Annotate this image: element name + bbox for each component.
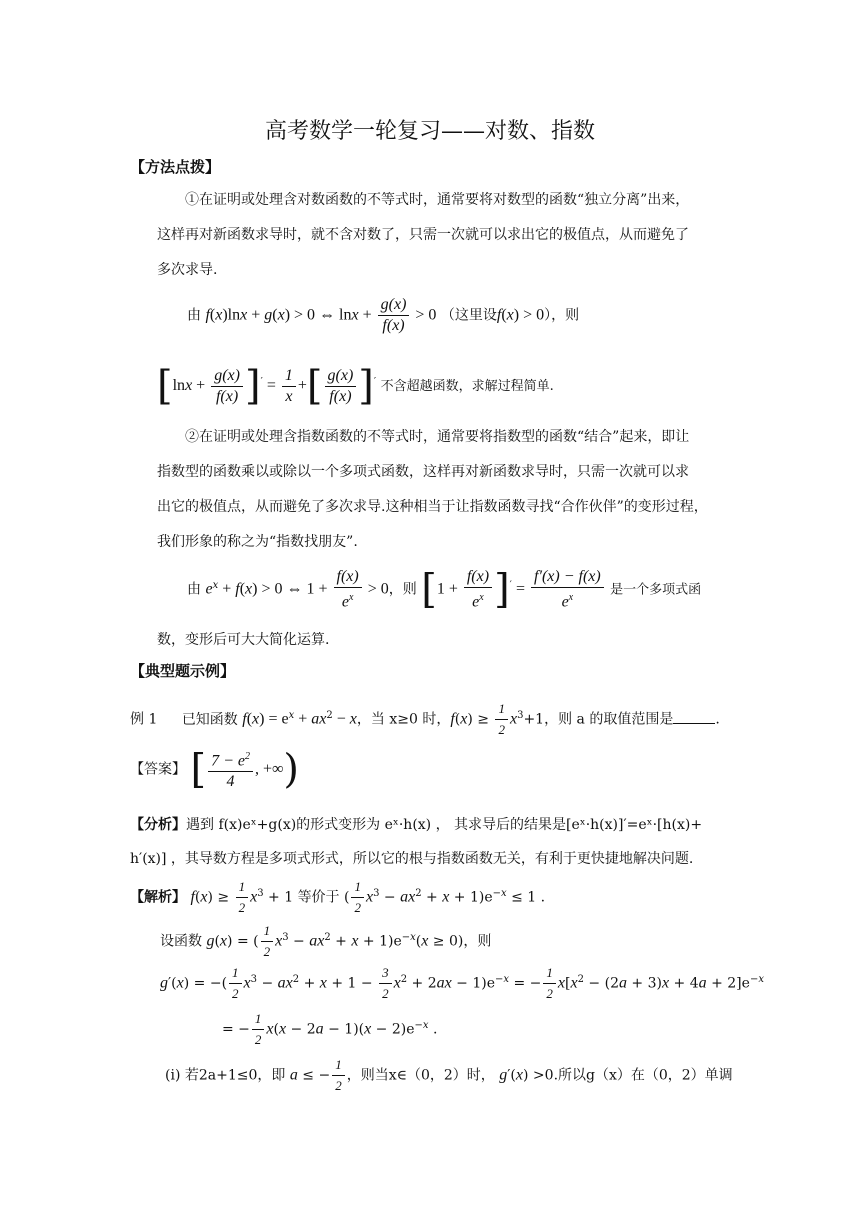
example1-label: 例 1 [130, 711, 158, 728]
case1-c: 0.所以g（x）在（0，2）单调 [544, 1067, 733, 1084]
solution-case1: (i) 若2a+1≤0，即 a ≤ − $\frac{1}{2}$ ，则当x∈（0，2）时， g′(x) >0.所以g（x）在（0，2）单调 [165, 1057, 733, 1093]
example1-answer: 【答案】 [ $\frac{7 - e^2}{4}$ , +∞) [130, 746, 300, 793]
example1-text1: 已知函数 [181, 711, 238, 728]
formula-exp-friend: 由 $e^x + f(x) > 0$ ⇔ 1 + $\frac{f(x)}{e^x}$ > 0，则 [1 + $\frac{f(x)}{e^x}$ ]′ = $\frac{f'(x) - f(x)}{e^x}$ 是一个多项式函 [187, 566, 702, 613]
formula-log-separation: 由 f(x)lnx + g(x) > 0 ⇔ lnx + $\frac{g(x)}{f(x)}$ > 0 （这里设f(x) > 0），则 [187, 296, 580, 334]
solution-set: 设函数 [160, 933, 202, 950]
solution-equiv: 等价于 [297, 889, 340, 906]
solution-then: ，则 [463, 933, 492, 950]
formula3-suffix: 是一个多项式函 [610, 582, 702, 598]
formula1-note: （这里设 [440, 307, 497, 324]
method-p2-line1: ②在证明或处理含指数函数的不等式时，通常要将指数型的函数“结合”起来，即让 [185, 429, 690, 445]
formula-log-derivative: [lnx + $\frac{g(x)}{f(x)}$ ]′ = $\frac{1}{x}$ +[ $\frac{g(x)}{f(x)}$ ]′ 不含超越函数，求解过程简单. [157, 363, 554, 409]
analysis-text1: 遇到 f(x)eˣ+g(x)的形式变形为 eˣ·h(x) ， 其求导后的结果是[eˣ·h(x)]′=eˣ·[h(x)+ [186, 817, 703, 833]
method-p2-line2: 指数型的函数乘以或除以一个多项式函数，这样再对新函数求导时，只需一次就可以求 [157, 464, 689, 480]
solution-derivative-line1: g′(x) = −( $\frac{1}{2}$ $x^3 - ax^2 + x + 1$ − $\frac{3}{2}$ $x^2 + 2ax - 1)e^{-x}$ = − $\frac{1}{2}$ $x[x^2 - (2a + 3)x + 4a + 2]e^{-x}$ [160, 965, 764, 1001]
method-p1-line2: 这样再对新函数求导时，就不含对数了，只需一次就可以求出它的极值点，从而避免了 [157, 227, 689, 243]
formula1-note2: ），则 [544, 307, 580, 324]
formula1-prefix: 由 [187, 307, 201, 324]
analysis-line2: h′(x)] ，其导数方程是多项式形式，所以它的根与指数函数无关，有利于更快捷地解决问题. [130, 851, 694, 867]
analysis-label: 【分析】 [130, 817, 186, 833]
analysis-line1 [130, 818, 702, 832]
section-examples-heading: 【典型题示例】 [130, 662, 236, 680]
method-p1-line3: 多次求导. [157, 262, 218, 278]
example1-text2: ，当 x≥0 时， [356, 711, 451, 728]
solution-derivative-line2: = − $\frac{1}{2}$ $x(x - 2a - 1)(x - 2)e^{-x}$ . [222, 1011, 438, 1047]
method-p2-line3: 出它的极值点，从而避免了多次求导.这种相当于让指数函数寻找“合作伙伴”的变形过程， [157, 499, 708, 515]
example1-text3: ，则 a 的取值范围是 [544, 711, 674, 728]
section-method-heading: 【方法点拨】 [130, 158, 221, 176]
method-p2-line4: 我们形象的称之为“指数找朋友”. [157, 534, 358, 550]
page-title: 高考数学一轮复习——对数、指数 [264, 119, 595, 144]
case1-b: ，则当x∈（0，2）时， [346, 1067, 495, 1084]
case1-a: (i) 若2a+1≤0，即 [165, 1067, 286, 1084]
formula2-suffix: 不含超越函数，求解过程简单. [380, 379, 554, 394]
method-p2-end: 数，变形后可大大简化运算. [157, 632, 330, 648]
solution-line1: 【解析】 f(x) ≥ $\frac{1}{2}$ $x^3 + 1$ 等价于 ( $\frac{1}{2}$ $x^3 - ax^2 + x + 1)e^{-x} \le 1$ . [130, 879, 546, 915]
answer-label: 【答案】 [130, 761, 186, 778]
formula3-prefix: 由 [187, 581, 201, 598]
example1-problem: 例 1 已知函数 $f(x) = e^x + ax^2 - x$，当 x≥0 时，f(x) ≥ $\frac{1}{2}$ $x^3+1$，则 a 的取值范围是 . [130, 701, 720, 737]
method-p1-line1: ①在证明或处理含对数函数的不等式时，通常要将对数型的函数“独立分离”出来， [185, 192, 690, 208]
solution-line2: 设函数 g(x) = ( $\frac{1}{2}$ $x^3 - ax^2 + x + 1)e^{-x}(x \ge 0)$，则 [160, 923, 492, 959]
solution-label: 【解析】 [130, 889, 186, 906]
answer-blank [673, 711, 715, 724]
formula3-mid: ，则 [388, 581, 417, 598]
